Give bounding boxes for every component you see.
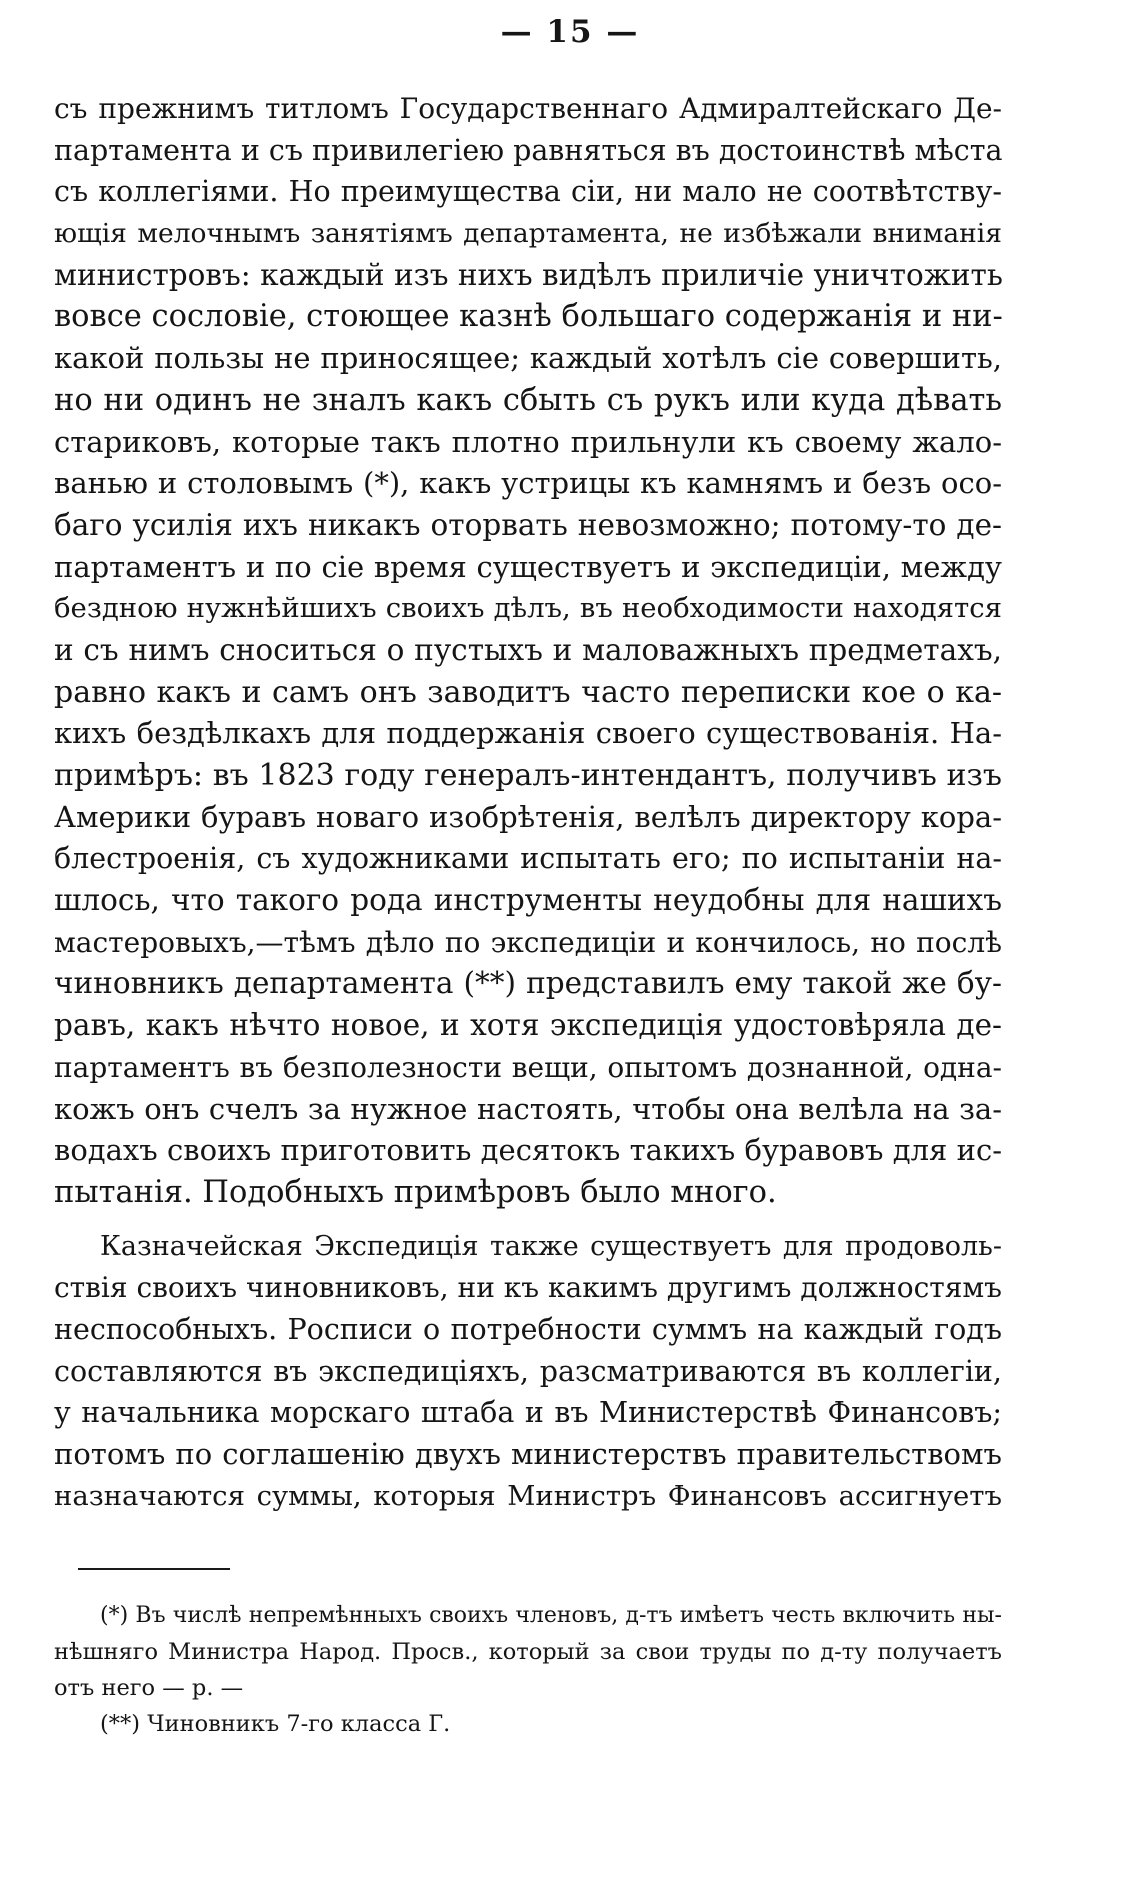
footnote-line: нѣшняго Министра Народ. Просв., который за свои труды по д-ту получаетъ xyxy=(54,1639,1002,1665)
text-line: Америки буравъ новаго изобрѣтенiя, велѣлъ директору кора- xyxy=(54,799,1002,834)
text-line: примѣръ: въ 1823 году генералъ-интендантъ, получивъ изъ xyxy=(54,758,1002,793)
text-line: и съ нимъ сноситься о пустыхъ и маловажныхъ предметахъ, xyxy=(54,632,1002,667)
text-line: ванью и столовымъ (*), какъ устрицы къ камнямъ и безъ осо- xyxy=(54,466,1002,501)
text-line: съ коллегiями. Но преимущества сiи, ни мало не соотвѣтству- xyxy=(54,175,1002,209)
text-line: пытанiя. Подобныхъ примѣровъ было много. xyxy=(54,1174,777,1210)
text-line: какой пользы не приносящее; каждый хотѣлъ сiе совершить, xyxy=(54,341,1002,376)
paragraph-1 xyxy=(54,88,1002,1214)
paragraph-gap xyxy=(54,1214,1002,1226)
text-line: но ни одинъ не зналъ какъ сбыть съ рукъ или куда дѣвать xyxy=(54,382,1002,418)
text-line: водахъ своихъ приготовить десятокъ такихъ буравовъ для ис- xyxy=(54,1133,1002,1168)
footnotes xyxy=(54,1598,1002,1742)
text-line: вовсе сословiе, стоющее казнѣ большаго содержанiя и ни- xyxy=(54,299,1003,335)
text-line: составляются въ экспедицiяхъ, разсматриваются въ коллегiи, xyxy=(54,1354,1002,1388)
text-line: шлось, что такого рода инструменты неудобны для нашихъ xyxy=(54,883,1002,918)
text-line: назначаются суммы, которыя Министръ Финансовъ ассигнуетъ xyxy=(54,1479,1002,1512)
text-line: партаментъ въ безполезности вещи, опытомъ дознанной, одна- xyxy=(54,1050,1002,1084)
text-line: потомъ по соглашенiю двухъ министерствъ правительствомъ xyxy=(54,1437,1002,1471)
text-line: стариковъ, которые такъ плотно прильнули къ своему жало- xyxy=(54,424,1002,459)
footnote-line: (**) Чиновникъ 7-го класса Г. xyxy=(100,1711,451,1737)
footnote-1 xyxy=(54,1598,1002,1706)
text-line: министровъ: каждый изъ нихъ видѣлъ приличiе уничтожить xyxy=(54,257,1003,292)
text-line: ющiя мелочнымъ занятiямъ департамента, не избѣжали вниманiя xyxy=(54,218,1002,250)
paragraph-2 xyxy=(54,1226,1002,1518)
text-line: съ прежнимъ титломъ Государственнаго Адмиралтейскаго Де- xyxy=(54,92,1002,125)
text-line: чиновникъ департамента (**) представилъ ему такой же бу- xyxy=(54,966,1002,1001)
footnote-divider xyxy=(78,1568,230,1570)
text-line: неспособныхъ. Росписи о потребности суммъ на каждый годъ xyxy=(54,1312,1002,1346)
text-line: баго усилiя ихъ никакъ оторвать невозможно; потому-то де- xyxy=(54,507,1002,542)
footnote-2 xyxy=(54,1706,1002,1742)
footnote-line: (*) Въ числѣ непремѣнныхъ своихъ членовъ, д-тъ имѣетъ честь включить ны- xyxy=(100,1603,1002,1628)
text-line: ствiя своихъ чиновниковъ, ни къ какимъ другимъ должностямъ xyxy=(54,1271,1002,1305)
text-line: Казначейская Экспедицiя также существуетъ для продоволь- xyxy=(100,1230,1002,1262)
text-line: мастеровыхъ,—тѣмъ дѣло по экспедицiи и кончилось, но послѣ xyxy=(54,925,1002,959)
text-line: у начальника морскаго штаба и въ Министерствѣ Финансовъ; xyxy=(54,1396,1002,1430)
text-line: партамента и съ привилегiею равняться въ достоинствѣ мѣста xyxy=(54,133,1003,167)
body-text xyxy=(54,88,1002,1517)
text-line: блестроенiя, съ художниками испытать его; по испытанiи на- xyxy=(54,842,1002,876)
text-line: равъ, какъ нѣчто новое, и хотя экспедицiя удостовѣряла де- xyxy=(54,1008,1002,1043)
page-number: — 15 — xyxy=(500,14,640,50)
text-line: кожъ онъ счелъ за нужное настоять, чтобы она велѣла на за- xyxy=(54,1091,1002,1126)
text-line: партаментъ и по сiе время существуетъ и экспедицiи, между xyxy=(54,549,1002,584)
text-line: бездною нужнѣйшихъ своихъ дѣлъ, въ необходимости находятся xyxy=(54,592,1002,625)
text-line: равно какъ и самъ онъ заводитъ часто переписки кое о ка- xyxy=(54,674,1002,710)
footnote-line: отъ него — р. — xyxy=(54,1675,244,1701)
text-line: кихъ бездѣлкахъ для поддержанiя своего существованiя. На- xyxy=(54,716,1002,751)
